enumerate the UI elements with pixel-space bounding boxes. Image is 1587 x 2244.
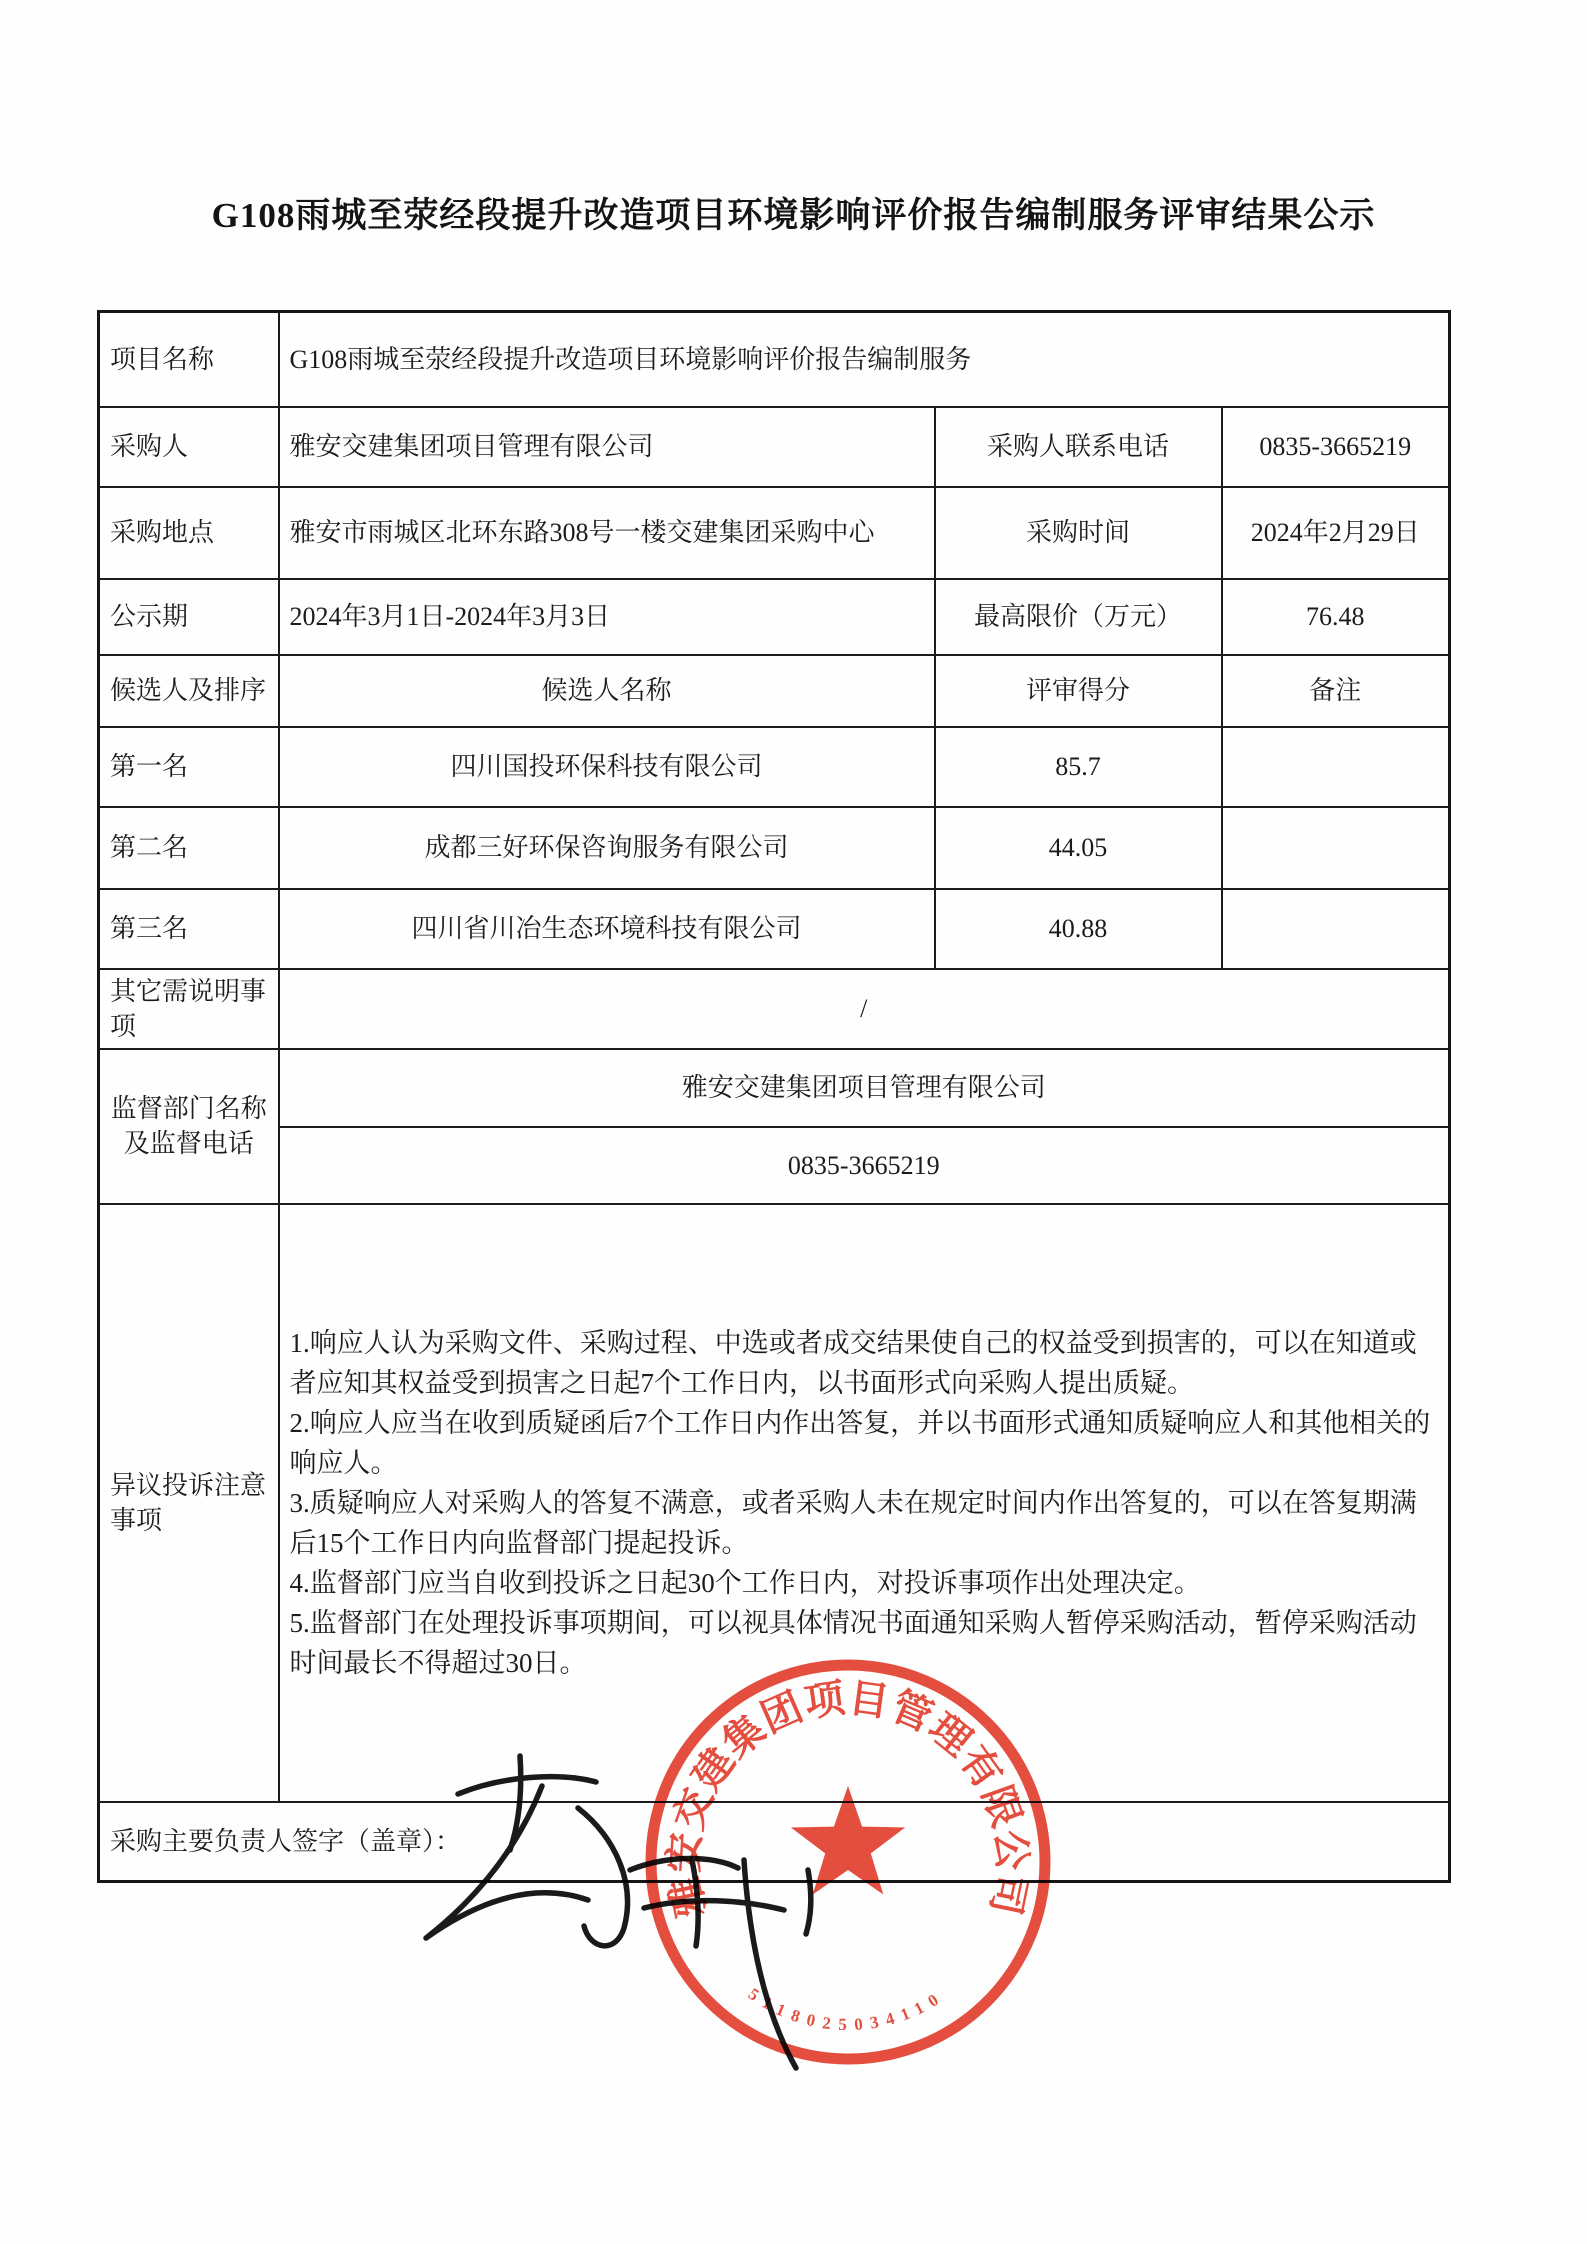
candidate-rank: 第二名 bbox=[99, 807, 279, 889]
purchase-time-label: 采购时间 bbox=[935, 487, 1222, 579]
candidate-score: 44.05 bbox=[935, 807, 1222, 889]
candidate-name-column-header: 候选人名称 bbox=[279, 655, 935, 727]
candidate-score: 85.7 bbox=[935, 727, 1222, 807]
supervision-dept-name: 雅安交建集团项目管理有限公司 bbox=[279, 1049, 1450, 1127]
page-title: G108雨城至荥经段提升改造项目环境影响评价报告编制服务评审结果公示 bbox=[211, 196, 1376, 235]
location-value: 雅安市雨城区北环东路308号一楼交建集团采购中心 bbox=[279, 487, 935, 579]
seal-company-text: 雅安交建集团项目管理有限公司 bbox=[661, 1675, 1035, 1922]
publicity-period-value: 2024年3月1日-2024年3月3日 bbox=[279, 579, 935, 655]
candidate-row bbox=[99, 889, 1450, 969]
purchaser-value: 雅安交建集团项目管理有限公司 bbox=[279, 407, 935, 487]
objection-notes-label: 异议投诉注意事项 bbox=[99, 1204, 279, 1802]
table-row bbox=[99, 312, 1450, 407]
table-row bbox=[99, 969, 1450, 1049]
candidate-rank: 第三名 bbox=[99, 889, 279, 969]
other-notes-label: 其它需说明事项 bbox=[99, 969, 279, 1049]
objection-item-5: 5.监督部门在处理投诉事项期间，可以视具体情况书面通知采购人暂停采购活动，暂停采购活动时间最长不得超过30日。 bbox=[289, 1607, 1417, 1678]
max-price-value: 76.48 bbox=[1222, 579, 1450, 655]
supervision-dept-phone: 0835-3665219 bbox=[279, 1127, 1450, 1204]
candidate-score: 40.88 bbox=[935, 889, 1222, 969]
publicity-period-label: 公示期 bbox=[99, 579, 279, 655]
objection-item-2: 2.响应人应当在收到质疑函后7个工作日内作出答复，并以书面形式通知质疑响应人和其他相关的响应人。 bbox=[289, 1407, 1431, 1478]
table-row bbox=[99, 1127, 1450, 1204]
candidates-rank-label: 候选人及排序 bbox=[99, 655, 279, 727]
purchaser-phone-value: 0835-3665219 bbox=[1222, 407, 1450, 487]
svg-text:5118025034110 bbox=[745, 1984, 949, 2034]
table-row bbox=[99, 487, 1450, 579]
score-column-header: 评审得分 bbox=[935, 655, 1222, 727]
company-seal bbox=[628, 1642, 1068, 2082]
objection-item-4: 4.监督部门应当自收到投诉之日起30个工作日内，对投诉事项作出处理决定。 bbox=[289, 1567, 1201, 1598]
candidate-name: 成都三好环保咨询服务有限公司 bbox=[279, 807, 935, 889]
table-row bbox=[99, 579, 1450, 655]
table-row bbox=[99, 1049, 1450, 1127]
max-price-label: 最高限价（万元） bbox=[935, 579, 1222, 655]
candidate-remark bbox=[1222, 889, 1450, 969]
candidate-remark bbox=[1222, 727, 1450, 807]
signature-label: 采购主要负责人签字（盖章）： bbox=[99, 1802, 1450, 1882]
candidate-remark bbox=[1222, 807, 1450, 889]
table-header-row bbox=[99, 655, 1450, 727]
objection-item-3: 3.质疑响应人对采购人的答复不满意，或者采购人未在规定时间内作出答复的，可以在答复期满后15个工作日内向监督部门提起投诉。 bbox=[289, 1487, 1417, 1558]
seal-star-icon bbox=[791, 1786, 905, 1895]
purchaser-phone-label: 采购人联系电话 bbox=[935, 407, 1222, 487]
candidate-rank: 第一名 bbox=[99, 727, 279, 807]
seal-number-text: 5118025034110 bbox=[744, 1984, 949, 2035]
candidate-row bbox=[99, 727, 1450, 807]
other-notes-value: / bbox=[279, 969, 1450, 1049]
location-label: 采购地点 bbox=[99, 487, 279, 579]
table-row bbox=[99, 407, 1450, 487]
objection-item-1: 1.响应人认为采购文件、采购过程、中选或者成交结果使自己的权益受到损害的，可以在知道或者应知其权益受到损害之日起7个工作日内，以书面形式向采购人提出质疑。 bbox=[289, 1327, 1417, 1398]
candidate-name: 四川省川冶生态环境科技有限公司 bbox=[279, 889, 935, 969]
project-name-label: 项目名称 bbox=[99, 312, 279, 407]
candidate-row bbox=[99, 807, 1450, 889]
project-name-value: G108雨城至荥经段提升改造项目环境影响评价报告编制服务 bbox=[279, 312, 1450, 407]
purchaser-label: 采购人 bbox=[99, 407, 279, 487]
remark-column-header: 备注 bbox=[1222, 655, 1450, 727]
supervision-dept-label: 监督部门名称及监督电话 bbox=[99, 1049, 279, 1204]
candidate-name: 四川国投环保科技有限公司 bbox=[279, 727, 935, 807]
purchase-time-value: 2024年2月29日 bbox=[1222, 487, 1450, 579]
